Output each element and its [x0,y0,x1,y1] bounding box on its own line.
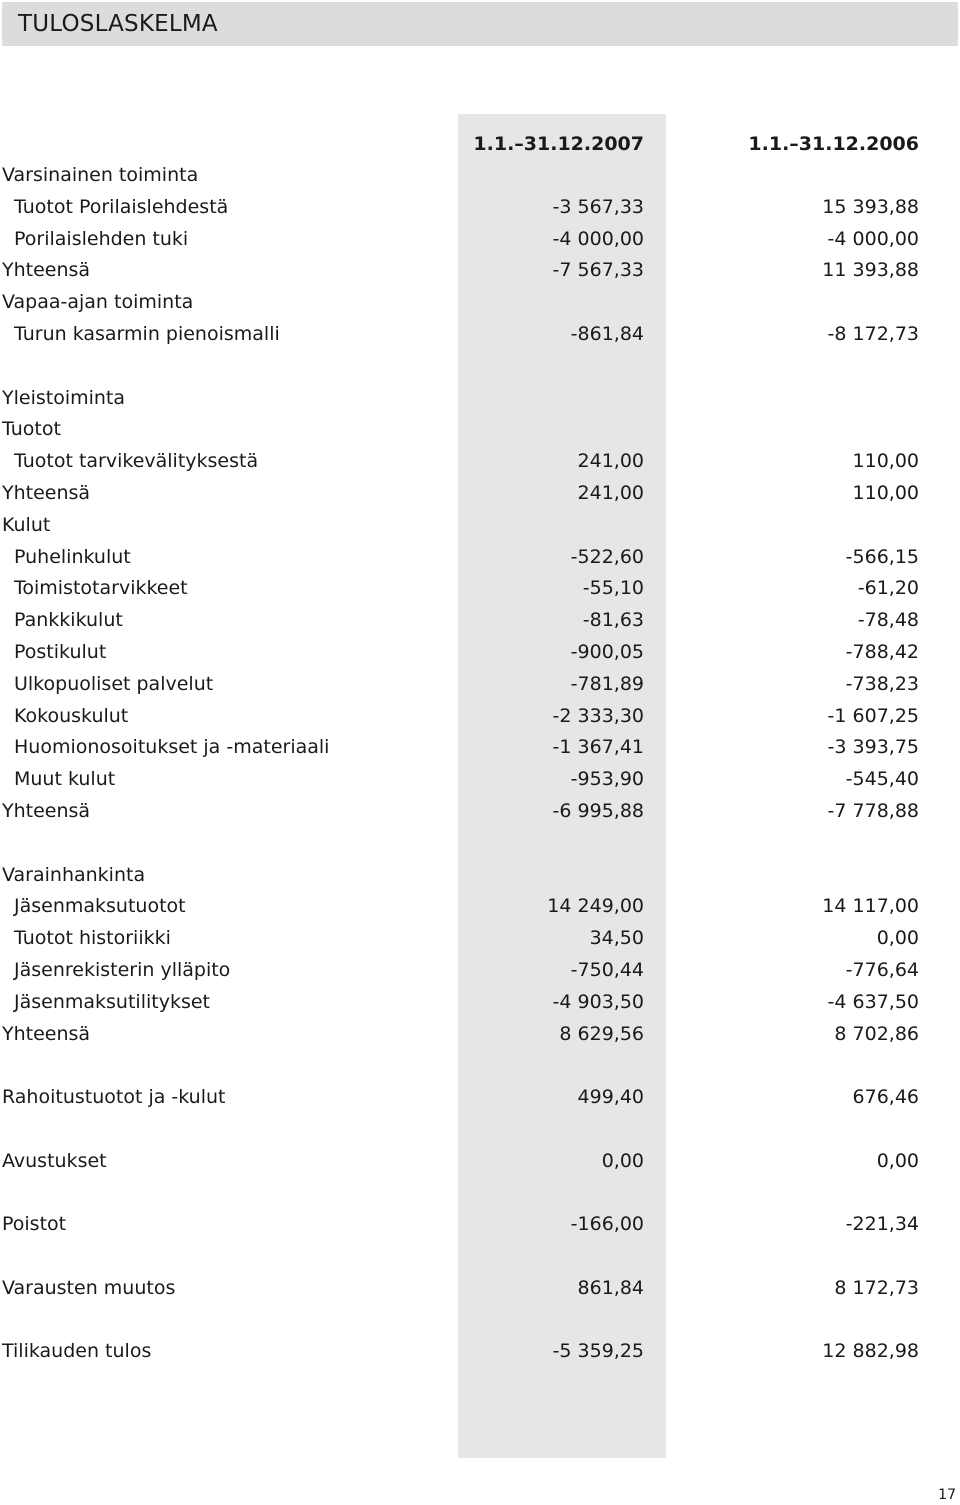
row-label: Puhelinkulut [14,545,131,568]
table-row [0,542,960,574]
row-label: Kokouskulut [14,704,129,727]
value-2006: -1 607,25 [827,704,919,727]
value-2006: -738,23 [845,672,919,695]
table-row [0,1082,960,1114]
value-2007: -3 567,33 [552,195,644,218]
spacer-row [0,351,960,383]
table-row [0,955,960,987]
row-label: Toimistotarvikkeet [14,577,188,600]
value-2006: -4 000,00 [827,227,919,250]
value-2007: 499,40 [577,1086,644,1109]
table-row [0,446,960,478]
table-row [0,224,960,256]
value-2007: 34,50 [589,927,644,950]
table-row [0,319,960,351]
table-row [0,637,960,669]
page-title: TULOSLASKELMA [18,11,218,37]
value-2007: 0,00 [601,1149,644,1172]
value-2006: 11 393,88 [822,259,919,282]
value-2007: -953,90 [570,768,644,791]
table-row [0,478,960,510]
row-label: Tuotot Porilaislehdestä [14,195,229,218]
value-2007: -522,60 [570,545,644,568]
page-number: 17 [938,1487,956,1503]
value-2007: -4 903,50 [552,990,644,1013]
row-label: Porilaislehden tuki [14,227,189,250]
table-row [0,1019,960,1051]
value-2007: -81,63 [582,609,644,632]
value-2007: -781,89 [570,672,644,695]
value-2006: 0,00 [876,1149,919,1172]
row-label: Jäsenmaksutilitykset [14,990,210,1013]
value-2006: 0,00 [876,927,919,950]
row-label: Ulkopuoliset palvelut [14,672,214,695]
spacer-row [0,1114,960,1146]
row-label: Poistot [2,1213,67,1236]
value-2006: -776,64 [845,958,919,981]
table-row [0,1209,960,1241]
table-row [0,383,960,415]
table-row [0,1146,960,1178]
value-2006: -4 637,50 [827,990,919,1013]
value-2007: -4 000,00 [552,227,644,250]
value-2006: -788,42 [845,640,919,663]
table-row [0,287,960,319]
value-2006: -7 778,88 [827,799,919,822]
table-row [0,701,960,733]
row-label: Yhteensä [2,259,91,282]
row-label: Turun kasarmin pienoismalli [14,322,280,345]
row-label: Rahoitustuotot ja -kulut [2,1086,226,1109]
spacer-row [0,1305,960,1337]
table-row [0,796,960,828]
row-label: Tilikauden tulos [2,1340,152,1363]
table-row [0,605,960,637]
value-2006: -3 393,75 [827,736,919,759]
value-2007: -7 567,33 [552,259,644,282]
value-2007: -55,10 [582,577,644,600]
row-label: Jäsenrekisterin ylläpito [14,958,231,981]
row-label: Tuotot historiikki [14,927,171,950]
value-2006: 14 117,00 [822,895,919,918]
value-2007: 241,00 [577,481,644,504]
row-label: Yhteensä [2,1022,91,1045]
value-2006: -566,15 [845,545,919,568]
row-label: Kulut [2,513,51,536]
value-2007: 241,00 [577,450,644,473]
row-label: Tuotot tarvikevälityksestä [14,450,259,473]
column-header-2006: 1.1.–31.12.2006 [748,133,919,155]
value-2007: 861,84 [577,1276,644,1299]
row-label: Yleistoiminta [2,386,126,409]
spacer-row [0,1241,960,1273]
table-row [0,923,960,955]
table-row [0,891,960,923]
value-2006: -78,48 [857,609,919,632]
row-label: Vapaa-ajan toiminta [2,291,194,314]
row-label: Yhteensä [2,481,91,504]
table-row [0,510,960,542]
table-row [0,573,960,605]
row-label: Avustukset [2,1149,107,1172]
table-row [0,987,960,1019]
value-2007: 14 249,00 [547,895,644,918]
value-2007: -166,00 [570,1213,644,1236]
value-2006: 110,00 [852,450,919,473]
value-2006: 12 882,98 [822,1340,919,1363]
table-row [0,732,960,764]
row-label: Yhteensä [2,799,91,822]
table-row [0,764,960,796]
row-label: Varausten muutos [2,1276,176,1299]
row-label: Jäsenmaksutuotot [14,895,186,918]
spacer-row [0,1178,960,1210]
table-row [0,160,960,192]
table-row [0,192,960,224]
value-2007: -5 359,25 [552,1340,644,1363]
value-2006: 15 393,88 [822,195,919,218]
value-2007: -1 367,41 [552,736,644,759]
value-2006: -8 172,73 [827,322,919,345]
row-label: Huomionosoitukset ja -materiaali [14,736,330,759]
row-label: Postikulut [14,640,107,663]
value-2007: -900,05 [570,640,644,663]
row-label: Varsinainen toiminta [2,164,199,186]
value-2007: 8 629,56 [559,1022,644,1045]
income-statement-table [0,160,960,1368]
row-label: Muut kulut [14,768,116,791]
row-label: Tuotot [2,418,61,441]
value-2006: -545,40 [845,768,919,791]
value-2007: -2 333,30 [552,704,644,727]
row-label: Varainhankinta [2,863,146,886]
table-row [0,414,960,446]
value-2006: 110,00 [852,481,919,504]
table-row [0,1273,960,1305]
value-2006: -221,34 [845,1213,919,1236]
table-row [0,860,960,892]
spacer-row [0,1050,960,1082]
row-label: Pankkikulut [14,609,123,632]
title-bar [2,2,958,46]
value-2007: -861,84 [570,322,644,345]
value-2006: 8 172,73 [834,1276,919,1299]
value-2006: 676,46 [852,1086,919,1109]
table-row [0,669,960,701]
value-2007: -6 995,88 [552,799,644,822]
spacer-row [0,828,960,860]
value-2007: -750,44 [570,958,644,981]
column-header-2007: 1.1.–31.12.2007 [473,133,644,155]
table-row [0,255,960,287]
value-2006: -61,20 [857,577,919,600]
value-2006: 8 702,86 [834,1022,919,1045]
table-row [0,1336,960,1368]
